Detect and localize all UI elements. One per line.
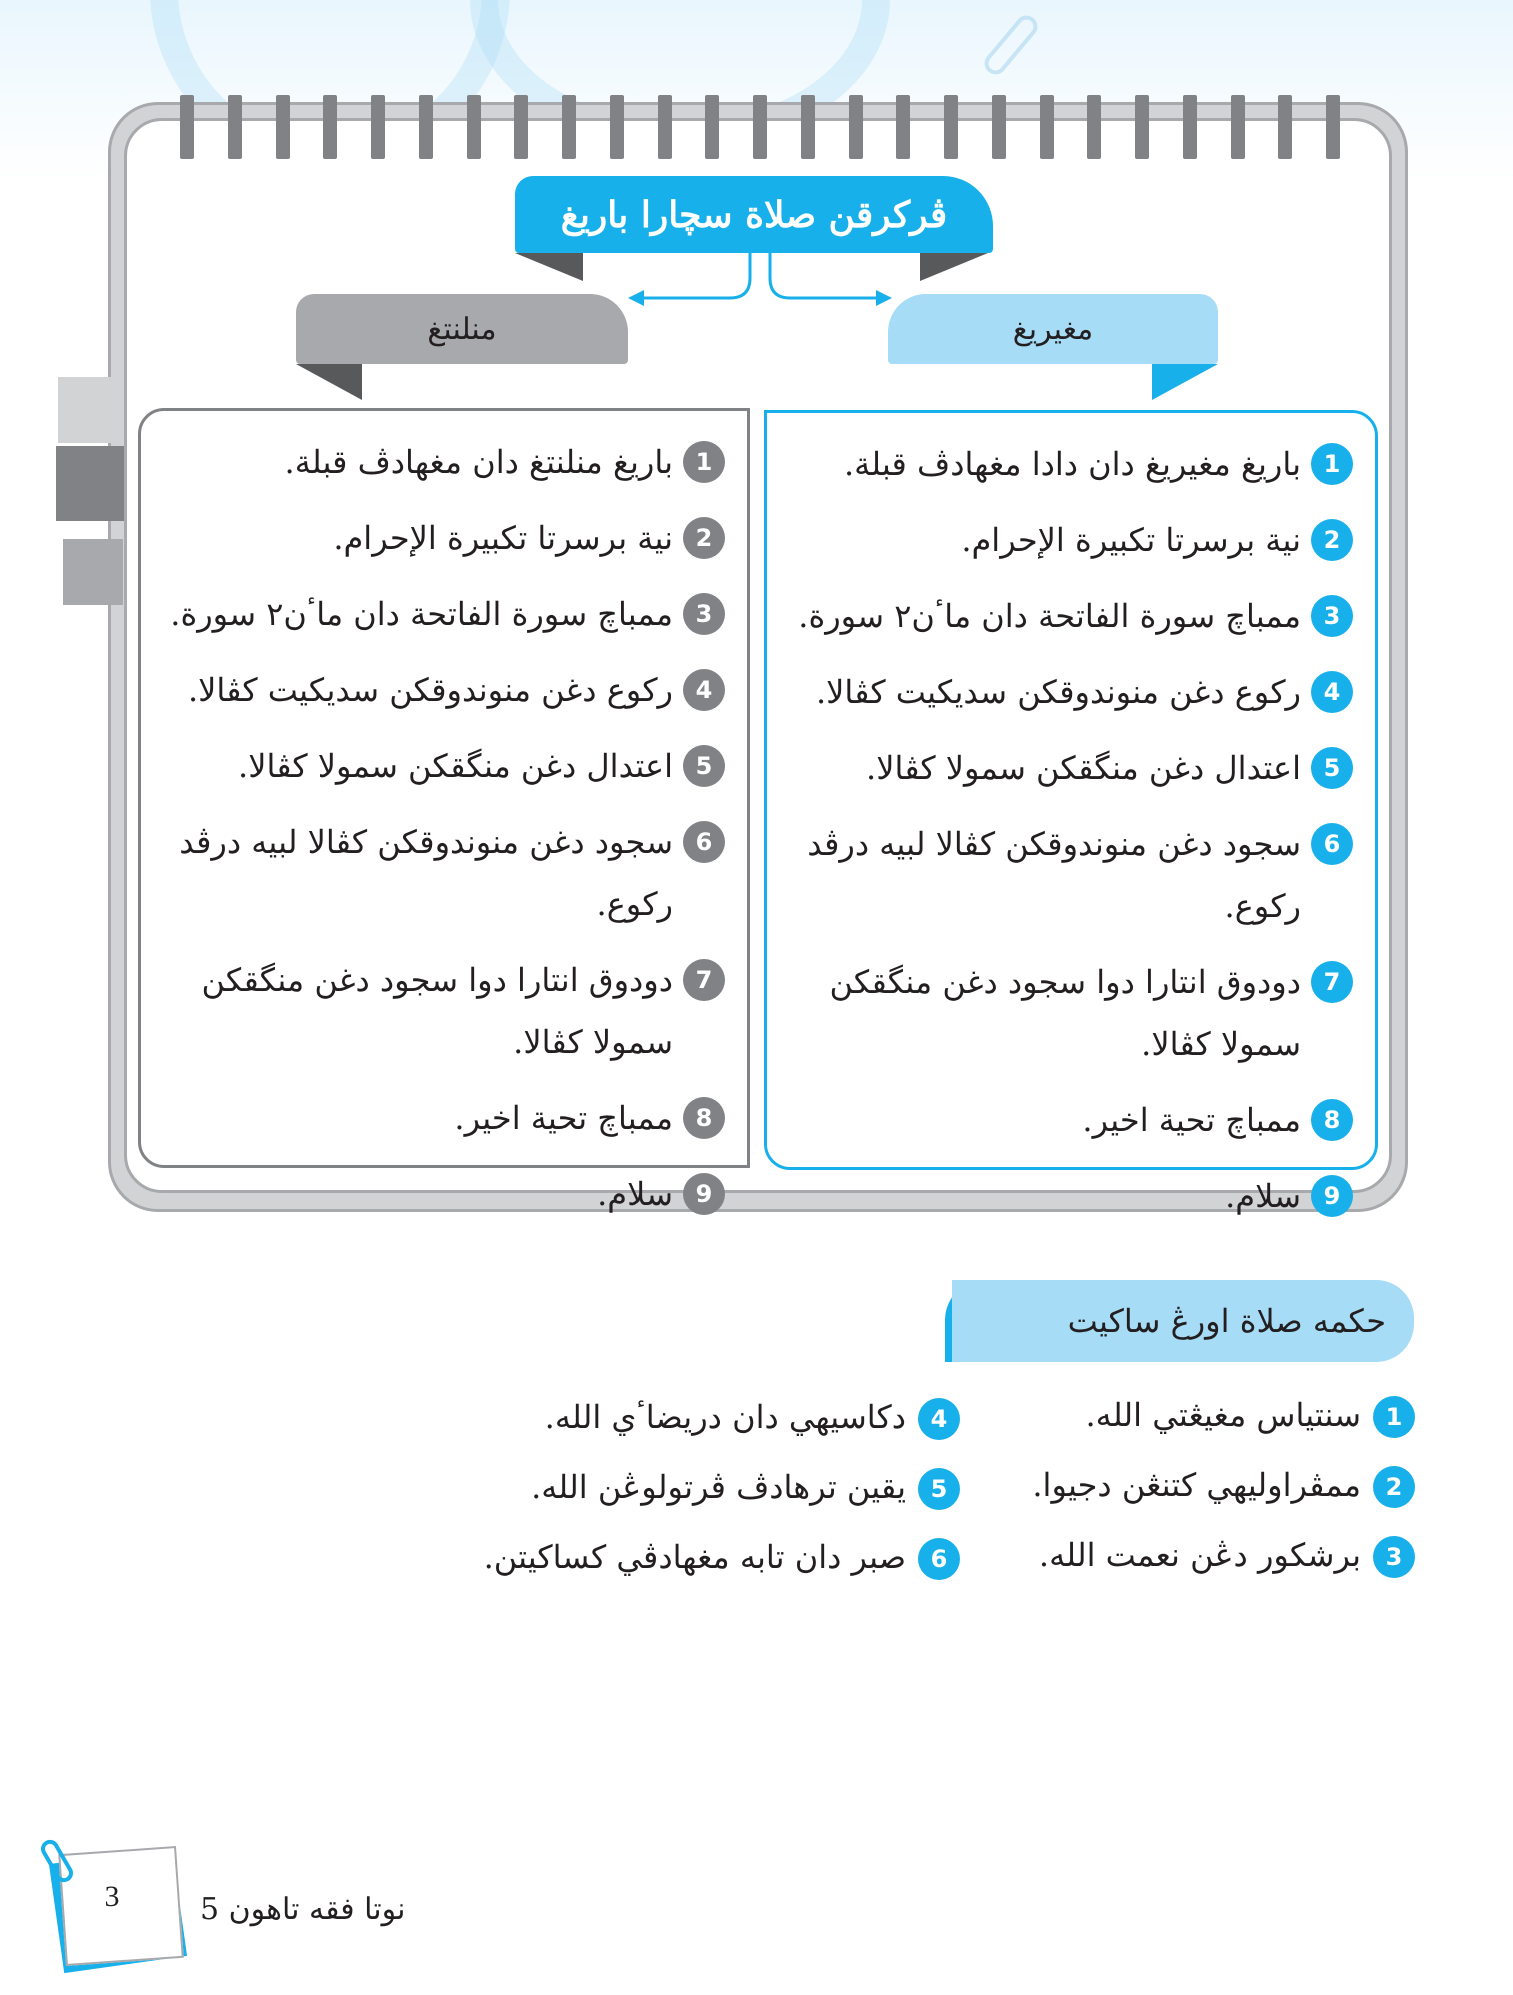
binding-ring: [180, 95, 194, 159]
step-number-badge: 1: [683, 441, 725, 483]
step-number-badge: 7: [683, 959, 725, 1001]
binding-ring: [371, 95, 385, 159]
step-number-badge: 5: [683, 745, 725, 787]
binding-ring: [514, 95, 528, 159]
step-text: ممباچ سورة الفاتحة دان ماٴن٢ سورة.: [798, 597, 1301, 635]
step-number-badge: 3: [1311, 595, 1353, 637]
list-item: [779, 661, 1353, 723]
column-header-label: مغيريغ: [1012, 311, 1094, 347]
step-text: رکوع دغن منوندوقکن سديکيت کڤالا.: [815, 673, 1301, 711]
binding-ring: [323, 95, 337, 159]
list-item: [430, 1388, 960, 1446]
title-banner: [515, 176, 993, 253]
list-item: [779, 433, 1353, 495]
binding-ring: [801, 95, 815, 159]
binding-ring: [849, 95, 863, 159]
page-title: ڤرکرقن صلاة سچارا باريغ: [560, 193, 948, 236]
paperclip-icon: [980, 11, 1042, 79]
column-header-right: [888, 294, 1218, 364]
step-text: سلام.: [1225, 1177, 1301, 1215]
binding-ring: [753, 95, 767, 159]
item-text: صبر دان تابه مغهادڤي کساکيتن.: [483, 1538, 906, 1576]
steps-list: [141, 411, 747, 1225]
list-item: [779, 1089, 1353, 1151]
list-item: [430, 1528, 960, 1586]
side-tab: [56, 446, 124, 521]
list-item: [779, 813, 1353, 937]
step-number-badge: 9: [683, 1173, 725, 1215]
list-item: [153, 507, 725, 569]
column-header-label: منلنتغ: [427, 311, 497, 347]
list-item: [153, 583, 725, 645]
list-item: [153, 735, 725, 797]
list-item: [153, 431, 725, 493]
binding-ring: [1183, 95, 1197, 159]
binding-ring: [992, 95, 1006, 159]
step-number-badge: 6: [1311, 823, 1353, 865]
binding-ring: [1231, 95, 1245, 159]
step-text: ممباچ تحية اخير.: [1082, 1101, 1301, 1139]
step-text: اعتدال دغن منگقکن سمولا کڤالا.: [866, 749, 1301, 787]
step-number-badge: 3: [683, 593, 725, 635]
steps-panel-lying-right: [764, 410, 1378, 1215]
page-number: 3: [104, 1880, 120, 1913]
binding-ring: [658, 95, 672, 159]
binding-ring: [610, 95, 624, 159]
banner-fold: [920, 253, 988, 281]
binding-ring: [1326, 95, 1340, 159]
step-text: دودوق انتارا دوا سجود دغن منگقکن سمولا کڤالا.: [201, 961, 673, 1061]
steps-list: [767, 413, 1375, 1227]
step-text: رکوع دغن منوندوقکن سديکيت کڤالا.: [187, 671, 673, 709]
item-number-badge: 1: [1373, 1396, 1415, 1438]
spiral-binding: [180, 95, 1340, 159]
list-item: [955, 1526, 1415, 1584]
binding-ring: [944, 95, 958, 159]
item-number-badge: 6: [918, 1538, 960, 1580]
list-item: [779, 951, 1353, 1075]
step-text: سجود دغن منوندوقکن کڤالا لبيه درڤد رکوع.: [807, 825, 1301, 925]
binding-ring: [1040, 95, 1054, 159]
binding-ring: [1087, 95, 1101, 159]
item-number-badge: 4: [918, 1398, 960, 1440]
step-number-badge: 7: [1311, 961, 1353, 1003]
list-item: [955, 1456, 1415, 1514]
item-number-badge: 3: [1373, 1536, 1415, 1578]
binding-ring: [419, 95, 433, 159]
step-text: سلام.: [597, 1175, 673, 1213]
step-text: اعتدال دغن منگقکن سمولا کڤالا.: [238, 747, 673, 785]
step-number-badge: 9: [1311, 1175, 1353, 1217]
binding-ring: [1278, 95, 1292, 159]
list-item: [779, 509, 1353, 571]
binding-ring: [562, 95, 576, 159]
item-number-badge: 2: [1373, 1466, 1415, 1508]
step-text: سجود دغن منوندوقکن کڤالا لبيه درڤد رکوع.: [179, 823, 673, 923]
section-title: حکمه صلاة اورڠ ساکيت: [1067, 1302, 1386, 1340]
step-text: باريغ منلنتغ دان مغهادڤ قبلة.: [284, 443, 673, 481]
binding-ring: [228, 95, 242, 159]
item-text: يقين ترهادڤ ڤرتولوڠن الله.: [531, 1468, 906, 1506]
steps-panel-supine-left: [138, 408, 750, 1213]
binding-ring: [705, 95, 719, 159]
step-number-badge: 8: [683, 1097, 725, 1139]
binding-ring: [1135, 95, 1149, 159]
connector-arrows: [620, 248, 900, 328]
item-text: ممڤراوليهي کتنڠن دجيوا.: [1032, 1466, 1361, 1504]
column-header-left: [296, 294, 628, 364]
step-number-badge: 6: [683, 821, 725, 863]
item-text: سنتياس مغيڠتي الله.: [1085, 1396, 1361, 1434]
wisdom-list-left: [430, 1388, 960, 1598]
header-fold: [1152, 364, 1218, 400]
list-item: [153, 659, 725, 721]
binding-ring: [276, 95, 290, 159]
list-item: [153, 811, 725, 935]
step-text: نية برسرتا تکبيرة الإحرام.: [961, 521, 1301, 559]
item-number-badge: 5: [918, 1468, 960, 1510]
list-item: [153, 1163, 725, 1225]
step-text: ممباچ سورة الفاتحة دان ماٴن٢ سورة.: [170, 595, 673, 633]
step-number-badge: 1: [1311, 443, 1353, 485]
banner-fold: [515, 253, 583, 281]
step-text: باريغ مغيريغ دان دادا مغهادڤ قبلة.: [843, 445, 1301, 483]
step-number-badge: 4: [1311, 671, 1353, 713]
wisdom-list-right: [955, 1386, 1415, 1596]
list-item: [430, 1458, 960, 1516]
list-item: [779, 1165, 1353, 1227]
list-item: [955, 1386, 1415, 1444]
list-item: [153, 949, 725, 1073]
step-number-badge: 4: [683, 669, 725, 711]
step-text: ممباچ تحية اخير.: [454, 1099, 673, 1137]
item-text: برشکور دڠن نعمت الله.: [1038, 1536, 1361, 1574]
book-title: نوتا فقه تاهون 5: [200, 1892, 406, 1927]
step-number-badge: 8: [1311, 1099, 1353, 1141]
list-item: [779, 585, 1353, 647]
side-tab: [63, 539, 123, 605]
step-number-badge: 5: [1311, 747, 1353, 789]
step-number-badge: 2: [1311, 519, 1353, 561]
list-item: [779, 737, 1353, 799]
header-fold: [296, 364, 362, 400]
binding-ring: [467, 95, 481, 159]
list-item: [153, 1087, 725, 1149]
step-text: نية برسرتا تکبيرة الإحرام.: [333, 519, 673, 557]
side-tab: [58, 377, 123, 443]
binding-ring: [896, 95, 910, 159]
item-text: دکاسيهي دان دريضاٴي الله.: [544, 1398, 906, 1436]
step-text: دودوق انتارا دوا سجود دغن منگقکن سمولا کڤالا.: [829, 963, 1301, 1063]
step-number-badge: 2: [683, 517, 725, 559]
section-banner: [952, 1280, 1414, 1362]
